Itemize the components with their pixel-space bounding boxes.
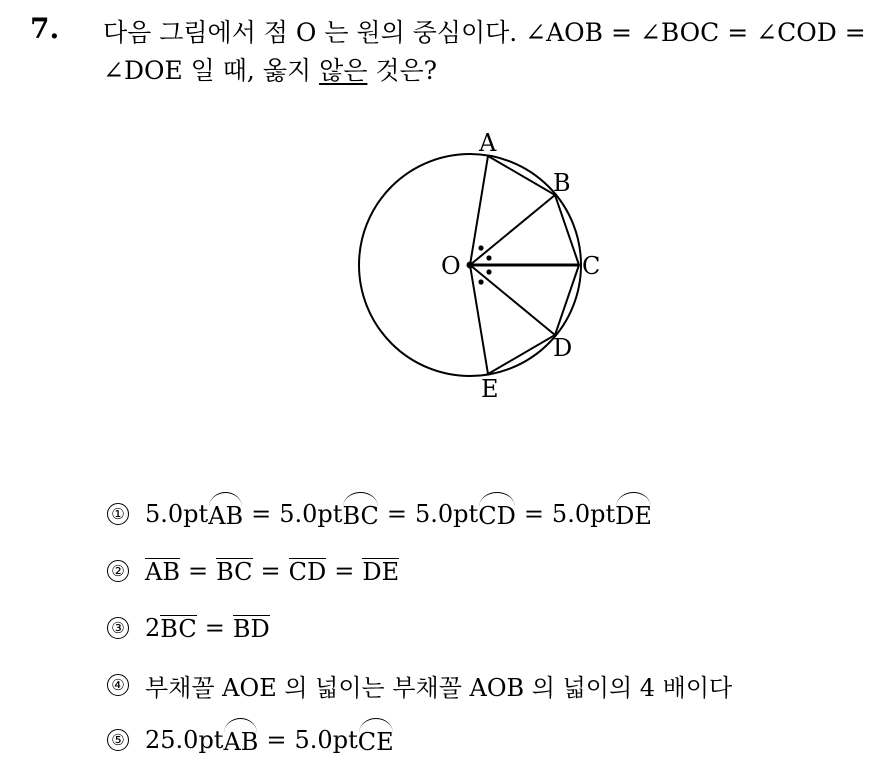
- option-4-mark: ④: [107, 674, 129, 696]
- segment-bd: BD: [232, 615, 270, 643]
- underlined-word: 않은: [319, 56, 368, 85]
- segment-bc: BC: [160, 615, 197, 643]
- angle-mark: [478, 279, 483, 284]
- option-1-mark: ①: [107, 503, 129, 525]
- question-stem: [103, 14, 873, 90]
- option-5-mark: ⑤: [107, 729, 129, 751]
- angle-mark: [486, 269, 491, 274]
- equals: =: [334, 557, 355, 585]
- segment-cd: CD: [288, 558, 327, 586]
- equals: =: [523, 500, 544, 528]
- label-b: B: [553, 169, 571, 197]
- angle-mark: [478, 245, 483, 250]
- option-4-text: 부채꼴 AOE 의 넓이는 부채꼴 AOB 의 넓이의 4 배이다: [145, 673, 733, 702]
- angle-mark: [486, 255, 491, 260]
- question-number: 7.: [30, 12, 60, 45]
- stem-line-2-start: ∠DOE 일 때, 옳지: [103, 56, 320, 85]
- label-d: D: [553, 334, 573, 362]
- option-3[interactable]: [107, 608, 270, 648]
- equals: =: [187, 557, 209, 585]
- o5-prefix-left: 25.0pt: [145, 726, 224, 754]
- o1-prefix-2: 5.0pt: [279, 500, 343, 528]
- label-a: A: [479, 129, 497, 157]
- equals: =: [386, 500, 408, 528]
- segment-ab: AB: [145, 558, 180, 586]
- stem-line-2: [103, 52, 873, 90]
- circle-figure: [340, 128, 620, 408]
- o1-prefix-1: 5.0pt: [145, 500, 209, 528]
- arc-ab: AB: [208, 498, 243, 530]
- radius-ob: [470, 195, 555, 265]
- option-2[interactable]: [107, 551, 399, 591]
- label-e: E: [481, 375, 499, 403]
- o1-prefix-3: 5.0pt: [415, 500, 479, 528]
- option-3-mark: ③: [107, 617, 129, 639]
- label-c: C: [582, 252, 601, 280]
- segment-de: DE: [362, 558, 400, 586]
- center-point: [467, 262, 474, 269]
- stem-line-1: 다음 그림에서 점 O 는 원의 중심이다. ∠AOB = ∠BOC = ∠COD =: [103, 18, 866, 47]
- stem-line-2-end: 것은?: [367, 56, 438, 85]
- equals: =: [204, 614, 225, 642]
- o5-prefix-right: 5.0pt: [294, 726, 358, 754]
- option-2-mark: ②: [107, 560, 129, 582]
- arc-ce: CE: [358, 724, 394, 756]
- radius-od: [470, 265, 555, 335]
- equals: =: [266, 726, 287, 754]
- option-4[interactable]: [107, 665, 732, 705]
- arc-ab: AB: [223, 724, 258, 756]
- arc-de: DE: [615, 498, 652, 530]
- label-o: O: [441, 252, 461, 280]
- option-5[interactable]: [107, 720, 394, 760]
- equals: =: [251, 500, 272, 528]
- equals: =: [260, 557, 281, 585]
- o1-prefix-4: 5.0pt: [551, 500, 616, 528]
- arc-cd: CD: [478, 498, 516, 530]
- option-1[interactable]: [107, 494, 652, 534]
- segment-bc: BC: [216, 558, 253, 586]
- arc-bc: BC: [342, 498, 378, 530]
- coefficient: 2: [145, 614, 161, 642]
